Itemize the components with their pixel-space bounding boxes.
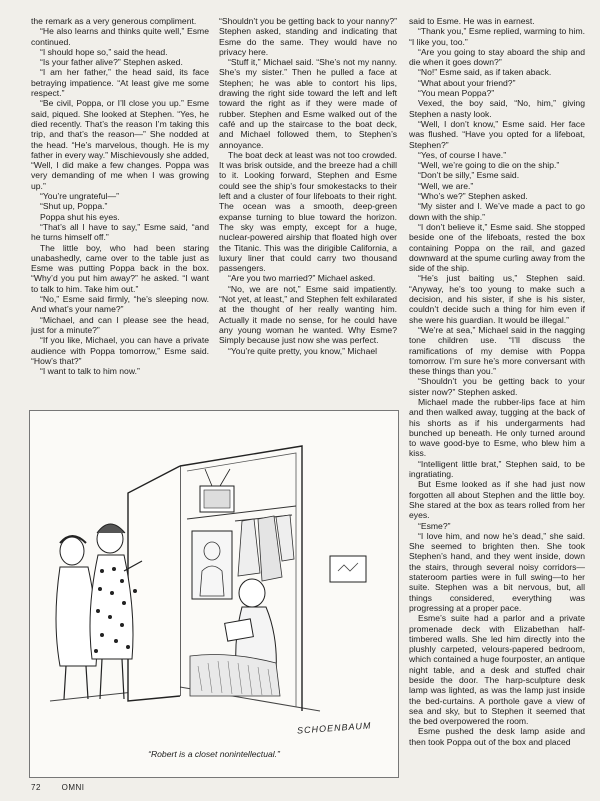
- paragraph: The little boy, who had been staring unabashedly, came over to the table just as Esme was putting Poppa back in the box. “Why’d you put him away?” he asked. “I want to talk to him. Take him out.”: [31, 242, 209, 294]
- paragraph: Esme’s suite had a parlor and a private promenade deck with Elizabethan half-timbered walls. She led him directly into the plushly carpeted, velours-papered bedroom, which contained a huge fourposter, an antique night table, and a desk and stuffed chair beside the door. The harp-sculpture desk lamp was lighted, as was the lamp just inside the bed-curtains. A porthole gave a view of sea and sky, but to Stephen it seemed that the bed overpowered the room.: [409, 613, 585, 727]
- paragraph: “Shouldn’t you be getting back to your nanny?” Stephen asked, standing and indicating that Esme do the same. They would have no privacy here.: [219, 16, 397, 57]
- paragraph: “I love him, and now he’s dead,” she said. She seemed to brighten then. She took Stephen’s hand, and they went inside, down the stairs, through several noisy corridors—stateroom parties were in full swing—to her suite. Stephen was a bit nervous, but, all things considered, everything was progressing at a proper pace.: [409, 530, 585, 613]
- magazine-name: OMNI: [61, 783, 85, 792]
- paragraph: “No, we are not,” Esme said impatiently. “Not yet, at least,” and Stephen felt exhilarated at the thought of her really wanting him. Actually it made no sense, for he could have any young woman he wanted. Why Esme? Simply because just now she was perfect.: [219, 283, 397, 346]
- paragraph: “I want to talk to him now.”: [40, 366, 140, 377]
- paragraph: “Shut up, Poppa.”: [40, 201, 108, 212]
- paragraph: “Michael, and can I please see the head, just for a minute?”: [31, 314, 209, 335]
- paragraph: the remark as a very generous compliment.: [31, 16, 197, 26]
- page-footer: [31, 783, 103, 792]
- cartoon-illustration: [29, 410, 399, 778]
- cartoon-caption: “Robert is a closet nonintellectual.”: [148, 749, 280, 759]
- paragraph: “Stuff it,” Michael said. “She’s not my nanny. She’s my sister.” Then he pulled a face at Stephen; he was able to contort his lips, drawing the right side toward the left and left toward the right as if they were made of rubber. Stephen and Esme walked out of the café and up the staircase to the boat deck, and Michael followed them, to Stephen’s annoyance.: [219, 57, 397, 150]
- paragraph: “He also learns and thinks quite well,” Esme continued.: [31, 26, 209, 47]
- paragraph: “Well, we are.”: [418, 180, 474, 191]
- paragraph: “Well, I don’t know,” Esme said. Her face was flushed. “Have you opted for a lifeboat, Stephen?”: [409, 118, 585, 150]
- paragraph: “We’re at sea,” Michael said in the nagging tone children use. “I’ll discuss the ramifications of my demise with Poppa tomorrow. I’m sure he’s more conversant with these things than you.”: [409, 324, 585, 377]
- paragraph: said to Esme. He was in earnest.: [409, 16, 535, 26]
- paragraph: “Who’s we?” Stephen asked.: [418, 191, 528, 202]
- paragraph: “You mean Poppa?”: [418, 88, 495, 99]
- paragraph: Vexed, the boy said, “No, him,” giving Stephen a nasty look.: [409, 98, 585, 119]
- paragraph: But Esme looked as if she had just now forgotten all about Stephen and the little boy. She stared at the box as tears rolled from her eyes.: [409, 479, 585, 521]
- text-column-1: [31, 16, 209, 376]
- paragraph: “Don’t be silly,” Esme said.: [418, 170, 520, 181]
- paragraph: “Thank you,” Esme replied, warming to him. “I like you, too.”: [409, 26, 585, 47]
- paragraph: “What about your friend?”: [418, 77, 516, 88]
- paragraph: “Yes, of course I have.”: [418, 149, 507, 160]
- cartoon-drawing: [30, 411, 398, 741]
- paragraph: “If you like, Michael, you can have a private audience with Poppa tomorrow,” Esme said. “How’s that?”: [31, 335, 209, 366]
- paragraph: Poppa shut his eyes.: [40, 211, 120, 222]
- paragraph: “My sister and I. We’ve made a pact to go down with the ship.”: [409, 201, 585, 222]
- paragraph: Michael made the rubber-lips face at him and then walked away, tugging at the back of his shorts as if his undergarments had bunched up beneath. He only turned around to wave good-bye to Esme, who blew him a kiss.: [409, 396, 585, 459]
- paragraph: Esme pushed the desk lamp aside and then took Poppa out of the box and placed: [409, 726, 585, 747]
- paragraph: “Intelligent little brat,” Stephen said, to be ingratiating.: [409, 458, 585, 480]
- paragraph: “Are you two married?” Michael asked.: [228, 273, 376, 284]
- paragraph: “Well, we’re going to die on the ship.”: [418, 160, 560, 171]
- paragraph: “Are you going to stay aboard the ship and die when it goes down?”: [409, 46, 585, 68]
- page-number: 72: [31, 783, 41, 792]
- paragraph: “He’s just baiting us,” Stephen said. “Anyway, he’s too young to make such a decision, and his sister, if she is his sister, couldn’t decide such a thing for him even if she were his guardian. It would be illegal.”: [409, 273, 585, 325]
- paragraph: “Esme?”: [418, 520, 451, 531]
- paragraph: “No,” Esme said firmly, “he’s sleeping now. And what’s your name?”: [31, 294, 209, 315]
- text-column-3: [409, 16, 585, 747]
- paragraph: “Is your father alive?” Stephen asked.: [40, 57, 183, 68]
- paragraph: “I don’t believe it,” Esme said. She stopped beside one of the lifeboats, rested the box containing Poppa on the rail, and gazed downward at the spume curling away from the side of the ship.: [409, 221, 585, 274]
- paragraph: “I am her father,” the head said, its face betraying impatience. “At least give me some respect.”: [31, 67, 209, 99]
- paragraph: “You’re quite pretty, you know,” Michael: [228, 345, 378, 356]
- paragraph: “No!” Esme said, as if taken aback.: [418, 67, 552, 78]
- paragraph: The boat deck at least was not too crowded. It was brisk outside, and the breeze had a chill to it. Looking forward, Stephen and Esme could see the ship’s four smokestacks to their left and a cluster of four lifeboats to their right. The ocean was a smooth, deep-green expanse turning to blue toward the horizon. The sky was empty, except for a huge, nuclear-powered airship that floated high over the Titanic. This was the dirigible California, a luxury liner that could carry two thousand passengers.: [219, 149, 397, 274]
- text-column-2: [219, 16, 397, 356]
- paragraph: “You’re ungrateful—”: [40, 191, 119, 202]
- paragraph: “That’s all I have to say,” Esme said, “and he turns himself off.”: [31, 221, 209, 243]
- paragraph: “I should hope so,” said the head.: [40, 46, 168, 57]
- cartoon-signature: SCHOENBAUM: [297, 720, 373, 736]
- paragraph: “Shouldn’t you be getting back to your sister now?” Stephen asked.: [409, 376, 585, 397]
- paragraph: “Be civil, Poppa, or I’ll close you up.” Esme said, piqued. She looked at Stephen. “Yes, he died recently. That’s the reason I’m taking this trip, and that’s the reason—” She nodded at the head. “He’s marvelous, though. He is my father in every way.” Mischievously she added, “Well, I did make a few changes. Poppa was very demanding of me when I was growing up.”: [31, 98, 209, 191]
